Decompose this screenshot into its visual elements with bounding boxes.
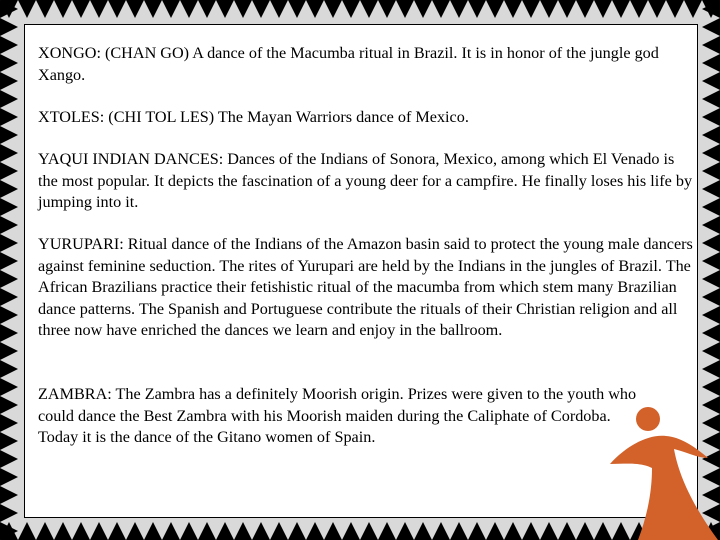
- entry-term: XONGO: [38, 44, 97, 62]
- border-triangle: [0, 324, 18, 342]
- border-triangle: [0, 90, 18, 108]
- border-triangle: [702, 90, 720, 108]
- border-triangle: [288, 0, 306, 18]
- border-triangle: [702, 360, 720, 378]
- border-triangle: [540, 522, 558, 540]
- border-triangle: [36, 0, 54, 18]
- border-triangle: [180, 522, 198, 540]
- border-triangle: [522, 0, 540, 18]
- border-triangle: [576, 0, 594, 18]
- border-triangle: [558, 522, 576, 540]
- border-triangle: [144, 522, 162, 540]
- border-triangle: [0, 162, 18, 180]
- border-triangle: [198, 522, 216, 540]
- glossary-entry-yurupari: [38, 234, 694, 342]
- border-triangle: [0, 504, 18, 522]
- border-triangle: [0, 234, 18, 252]
- entry-definition: : Dances of the Indians of Sonora, Mexico, among which El Venado is the most popular. It depicts the fascination of a young deer for a campfire. He finally loses his life by jumping into it.: [38, 150, 693, 211]
- border-triangle: [576, 522, 594, 540]
- border-triangle: [504, 0, 522, 18]
- border-triangle: [0, 144, 18, 162]
- border-triangle: [108, 522, 126, 540]
- border-triangle: [90, 0, 108, 18]
- border-triangle: [702, 342, 720, 360]
- border-triangle: [162, 0, 180, 18]
- border-triangle: [702, 198, 720, 216]
- border-triangle: [342, 0, 360, 18]
- border-triangle: [702, 288, 720, 306]
- glossary-entry-yaqui: [38, 149, 694, 214]
- entry-definition: : The Zambra has a definitely Moorish origin. Prizes were given to the youth who could dance the Best Zambra with his Moorish maiden during the Caliphate of Cordoba. Today it is the dance of the Gitano women of Spain.: [38, 385, 637, 446]
- entry-term: ZAMBRA: [38, 385, 108, 403]
- glossary-entry-zambra: [38, 384, 638, 449]
- border-triangle: [0, 450, 18, 468]
- entry-definition: : Ritual dance of the Indians of the Amazon basin said to protect the young male dancers against feminine seduction. The rites of Yurupari are held by the Indians in the jungles of Brazil. The African Brazilians practice their fetishistic ritual of the macumba from which stem many Brazilian dance patterns. The Spanish and Portuguese contribute the rituals of their Christian religion and all three now have enriched the dances we learn and enjoy in the ballroom.: [38, 235, 693, 339]
- border-triangle: [0, 360, 18, 378]
- border-triangle: [306, 0, 324, 18]
- border-triangle: [702, 324, 720, 342]
- border-triangle: [486, 522, 504, 540]
- border-triangle: [108, 0, 126, 18]
- border-triangle: [162, 522, 180, 540]
- border-triangle: [288, 522, 306, 540]
- border-triangle: [702, 18, 720, 36]
- border-triangle: [0, 378, 18, 396]
- border-triangle: [90, 522, 108, 540]
- border-triangle: [702, 234, 720, 252]
- border-triangle: [0, 306, 18, 324]
- border-triangle: [558, 0, 576, 18]
- border-triangle: [702, 126, 720, 144]
- border-triangle: [468, 0, 486, 18]
- border-triangle: [234, 0, 252, 18]
- border-triangle: [486, 0, 504, 18]
- border-triangle: [72, 0, 90, 18]
- border-triangle: [432, 522, 450, 540]
- border-triangle: [540, 0, 558, 18]
- border-triangle: [0, 342, 18, 360]
- border-triangle: [216, 522, 234, 540]
- border-triangle: [504, 522, 522, 540]
- content-panel: [24, 24, 698, 518]
- border-triangle: [54, 0, 72, 18]
- border-triangle: [702, 72, 720, 90]
- border-triangle: [216, 0, 234, 18]
- border-triangle: [252, 522, 270, 540]
- border-triangle: [72, 522, 90, 540]
- border-triangle: [0, 270, 18, 288]
- border-triangle: [0, 468, 18, 486]
- border-triangle: [702, 270, 720, 288]
- border-triangle: [378, 522, 396, 540]
- border-triangle: [450, 0, 468, 18]
- border-triangle: [666, 0, 684, 18]
- border-triangle: [0, 288, 18, 306]
- border-triangle: [684, 0, 702, 18]
- glossary-entry-xtoles: [38, 107, 694, 129]
- border-triangle: [702, 162, 720, 180]
- border-triangle: [702, 36, 720, 54]
- border-triangle: [0, 432, 18, 450]
- entry-term: XTOLES: [38, 108, 100, 126]
- border-triangle: [702, 180, 720, 198]
- border-triangle: [234, 522, 252, 540]
- border-triangle: [126, 522, 144, 540]
- border-triangle: [198, 0, 216, 18]
- border-triangle: [324, 522, 342, 540]
- entry-definition: : (CHAN GO) A dance of the Macumba ritual in Brazil. It is in honor of the jungle god Xango.: [38, 44, 659, 84]
- border-triangle: [0, 126, 18, 144]
- border-triangle: [0, 486, 18, 504]
- entry-definition: : (CHI TOL LES) The Mayan Warriors dance of Mexico.: [99, 108, 469, 126]
- border-triangle: [0, 252, 18, 270]
- border-triangle: [18, 0, 36, 18]
- entry-term: YAQUI INDIAN DANCES: [38, 150, 219, 168]
- border-triangle: [306, 522, 324, 540]
- border-triangle: [414, 0, 432, 18]
- border-triangle: [432, 0, 450, 18]
- border-triangle: [702, 252, 720, 270]
- dancer-figure-icon: [608, 402, 718, 540]
- border-triangle: [0, 108, 18, 126]
- border-triangle: [360, 522, 378, 540]
- border-triangle: [18, 522, 36, 540]
- border-triangle: [0, 72, 18, 90]
- border-triangle: [630, 0, 648, 18]
- border-triangle: [0, 180, 18, 198]
- border-triangle: [270, 522, 288, 540]
- border-triangle: [0, 198, 18, 216]
- border-triangle: [180, 0, 198, 18]
- border-triangle: [252, 0, 270, 18]
- border-triangle: [702, 108, 720, 126]
- border-triangle: [0, 36, 18, 54]
- border-triangle: [0, 216, 18, 234]
- border-triangle: [54, 522, 72, 540]
- border-triangle: [594, 0, 612, 18]
- border-triangle: [126, 0, 144, 18]
- border-triangle: [396, 0, 414, 18]
- border-triangle: [702, 54, 720, 72]
- border-triangle: [450, 522, 468, 540]
- border-triangle: [0, 54, 18, 72]
- border-triangle: [324, 0, 342, 18]
- border-triangle: [360, 0, 378, 18]
- border-triangle: [0, 414, 18, 432]
- border-triangle: [414, 522, 432, 540]
- border-triangle: [0, 18, 18, 36]
- entry-term: YURUPARI: [38, 235, 120, 253]
- border-triangle: [648, 0, 666, 18]
- border-triangle: [342, 522, 360, 540]
- border-triangle: [144, 0, 162, 18]
- border-triangle: [612, 0, 630, 18]
- border-triangle: [522, 522, 540, 540]
- border-triangle: [0, 396, 18, 414]
- border-triangle: [702, 144, 720, 162]
- border-triangle: [702, 306, 720, 324]
- border-triangle: [702, 378, 720, 396]
- border-triangle: [270, 0, 288, 18]
- border-triangle: [396, 522, 414, 540]
- border-triangle: [702, 216, 720, 234]
- border-triangle: [378, 0, 396, 18]
- glossary-entry-xongo: [38, 43, 694, 86]
- border-triangle: [468, 522, 486, 540]
- border-triangle: [36, 522, 54, 540]
